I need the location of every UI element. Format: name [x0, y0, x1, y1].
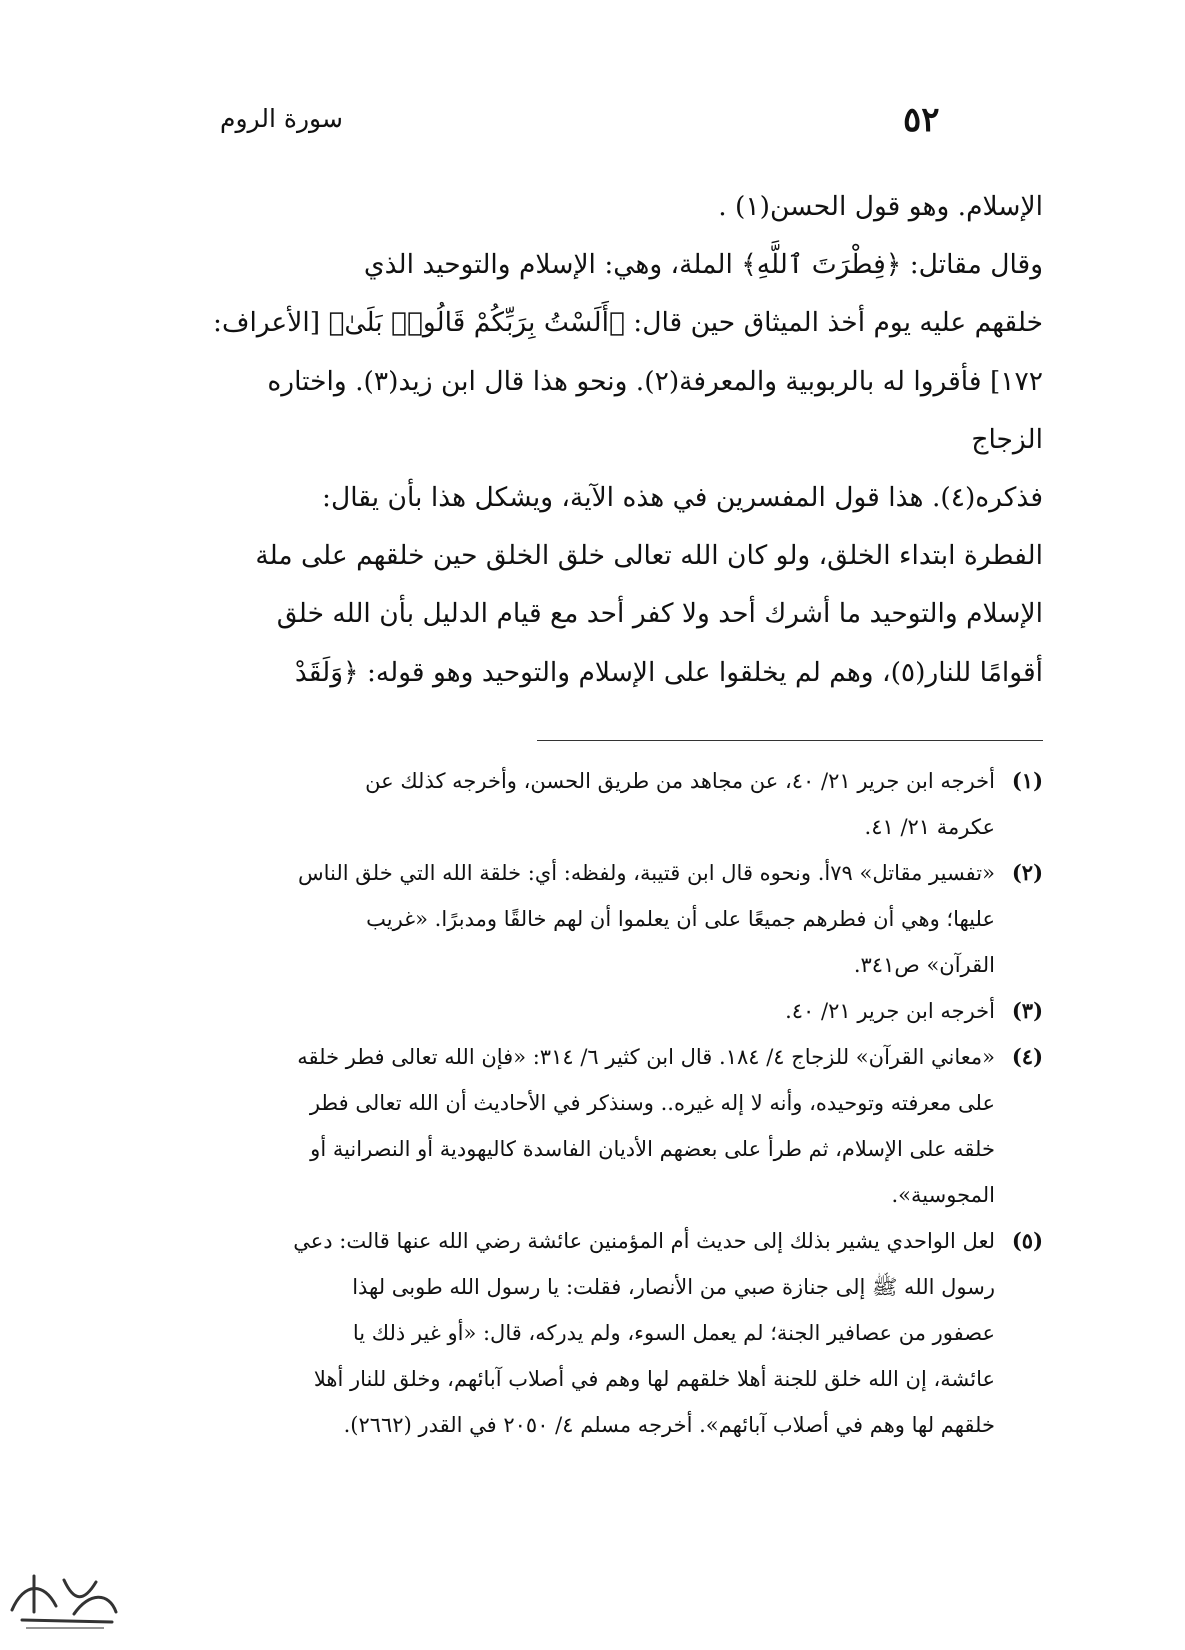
footnote-text: [128, 850, 995, 988]
footnote: [128, 758, 1043, 850]
footnote-text: [128, 758, 995, 850]
footnote: [128, 850, 1043, 988]
text-line: الزجاج: [971, 423, 1043, 455]
text-line: الإسلام والتوحيد ما أشرك أحد ولا كفر أحد مع قيام الدليل بأن الله خلق: [276, 598, 1043, 630]
paragraph: [128, 469, 1043, 702]
footnote-text: [128, 1034, 995, 1218]
paragraph: [128, 236, 1043, 469]
footnote-number: (٢): [1011, 860, 1043, 885]
footnote-number: (٤): [1011, 1044, 1043, 1069]
text-line: أخرجه ابن جرير ٢١/ ٤٠.: [785, 999, 995, 1023]
text-line: عليها؛ وهي أن فطرهم جميعًا على أن يعلموا أن لهم خالقًا ومدبرًا. «غريب: [366, 907, 995, 931]
text-line: عائشة، إن الله خلق للجنة أهلا خلقهم لها وهم في أصلاب آبائهم، وخلق للنار أهلا: [313, 1367, 995, 1391]
footnote-divider: [537, 740, 1043, 741]
footnote: [128, 988, 1043, 1034]
footnote: [128, 1218, 1043, 1448]
main-text: [128, 178, 1043, 702]
text-line: ١٧٢] فأقروا له بالربوبية والمعرفة(٢). ونحو هذا قال ابن زيد(٣). واختاره: [267, 365, 1043, 397]
text-line: رسول الله ﷺ إلى جنازة صبي من الأنصار، فقلت: يا رسول الله طوبى لهذا: [352, 1275, 995, 1299]
footnote: [128, 1034, 1043, 1218]
paragraph: [128, 178, 1043, 236]
text-line: خلقهم عليه يوم أخذ الميثاق حين قال: ﴿أَلَسْتُ بِرَبِّكُمْ قَالُوا۟ بَلَىٰ﴾ [الأعراف:: [213, 307, 1043, 339]
library-stamp-logo: [4, 1562, 124, 1632]
footnote-number: (٣): [1011, 998, 1043, 1023]
footnote-number: (١): [1011, 768, 1043, 793]
footnotes: [128, 758, 1043, 1448]
text-line: عكرمة ٢١/ ٤١.: [864, 815, 995, 839]
footnote-text: [128, 1218, 995, 1448]
footnote-text: [128, 988, 995, 1034]
page-number: ٥٢: [903, 100, 940, 140]
text-line: خلقهم لها وهم في أصلاب آبائهم». أخرجه مسلم ٤/ ٢٠٥٠ في القدر (٢٦٦٢).: [343, 1413, 995, 1437]
text-line: وقال مقاتل: ﴿فِطْرَتَ ٱللَّهِ﴾ الملة، وهي: الإسلام والتوحيد الذي: [363, 249, 1043, 281]
text-line: «معاني القرآن» للزجاج ٤/ ١٨٤. قال ابن كثير ٦/ ٣١٤: «فإن الله تعالى فطر خلقه: [297, 1045, 995, 1069]
text-line: الفطرة ابتداء الخلق، ولو كان الله تعالى خلق الخلق حين خلقهم على ملة: [255, 540, 1043, 572]
text-line: على معرفته وتوحيده، وأنه لا إله غيره.. وسنذكر في الأحاديث أن الله تعالى فطر: [309, 1091, 995, 1115]
text-line: عصفور من عصافير الجنة؛ لم يعمل السوء، ولم يدركه، قال: «أو غير ذلك يا: [352, 1321, 995, 1345]
text-line: أقوامًا للنار(٥)، وهم لم يخلقوا على الإسلام والتوحيد وهو قوله: ﴿وَلَقَدْ: [294, 656, 1043, 688]
text-line: فذكره(٤). هذا قول المفسرين في هذه الآية، ويشكل هذا بأن يقال:: [322, 482, 1043, 514]
text-line: المجوسية».: [891, 1183, 995, 1207]
text-line: «تفسير مقاتل» ٧٩أ. ونحوه قال ابن قتيبة، ولفظه: أي: خلقة الله التي خلق الناس: [298, 861, 995, 885]
text-line: لعل الواحدي يشير بذلك إلى حديث أم المؤمنين عائشة رضي الله عنها قالت: دعي: [293, 1229, 995, 1253]
footnote-number: (٥): [1011, 1228, 1043, 1253]
text-line: القرآن» ص٣٤١.: [853, 953, 995, 977]
page-header: [0, 100, 1185, 150]
text-line: أخرجه ابن جرير ٢١/ ٤٠، عن مجاهد من طريق الحسن، وأخرجه كذلك عن: [365, 769, 995, 793]
text-line: الإسلام. وهو قول الحسن(١) .: [718, 191, 1043, 222]
text-line: خلقه على الإسلام، ثم طرأ على بعضهم الأديان الفاسدة كاليهودية أو النصرانية أو: [310, 1137, 995, 1161]
surah-title: سورة الروم: [220, 104, 343, 133]
